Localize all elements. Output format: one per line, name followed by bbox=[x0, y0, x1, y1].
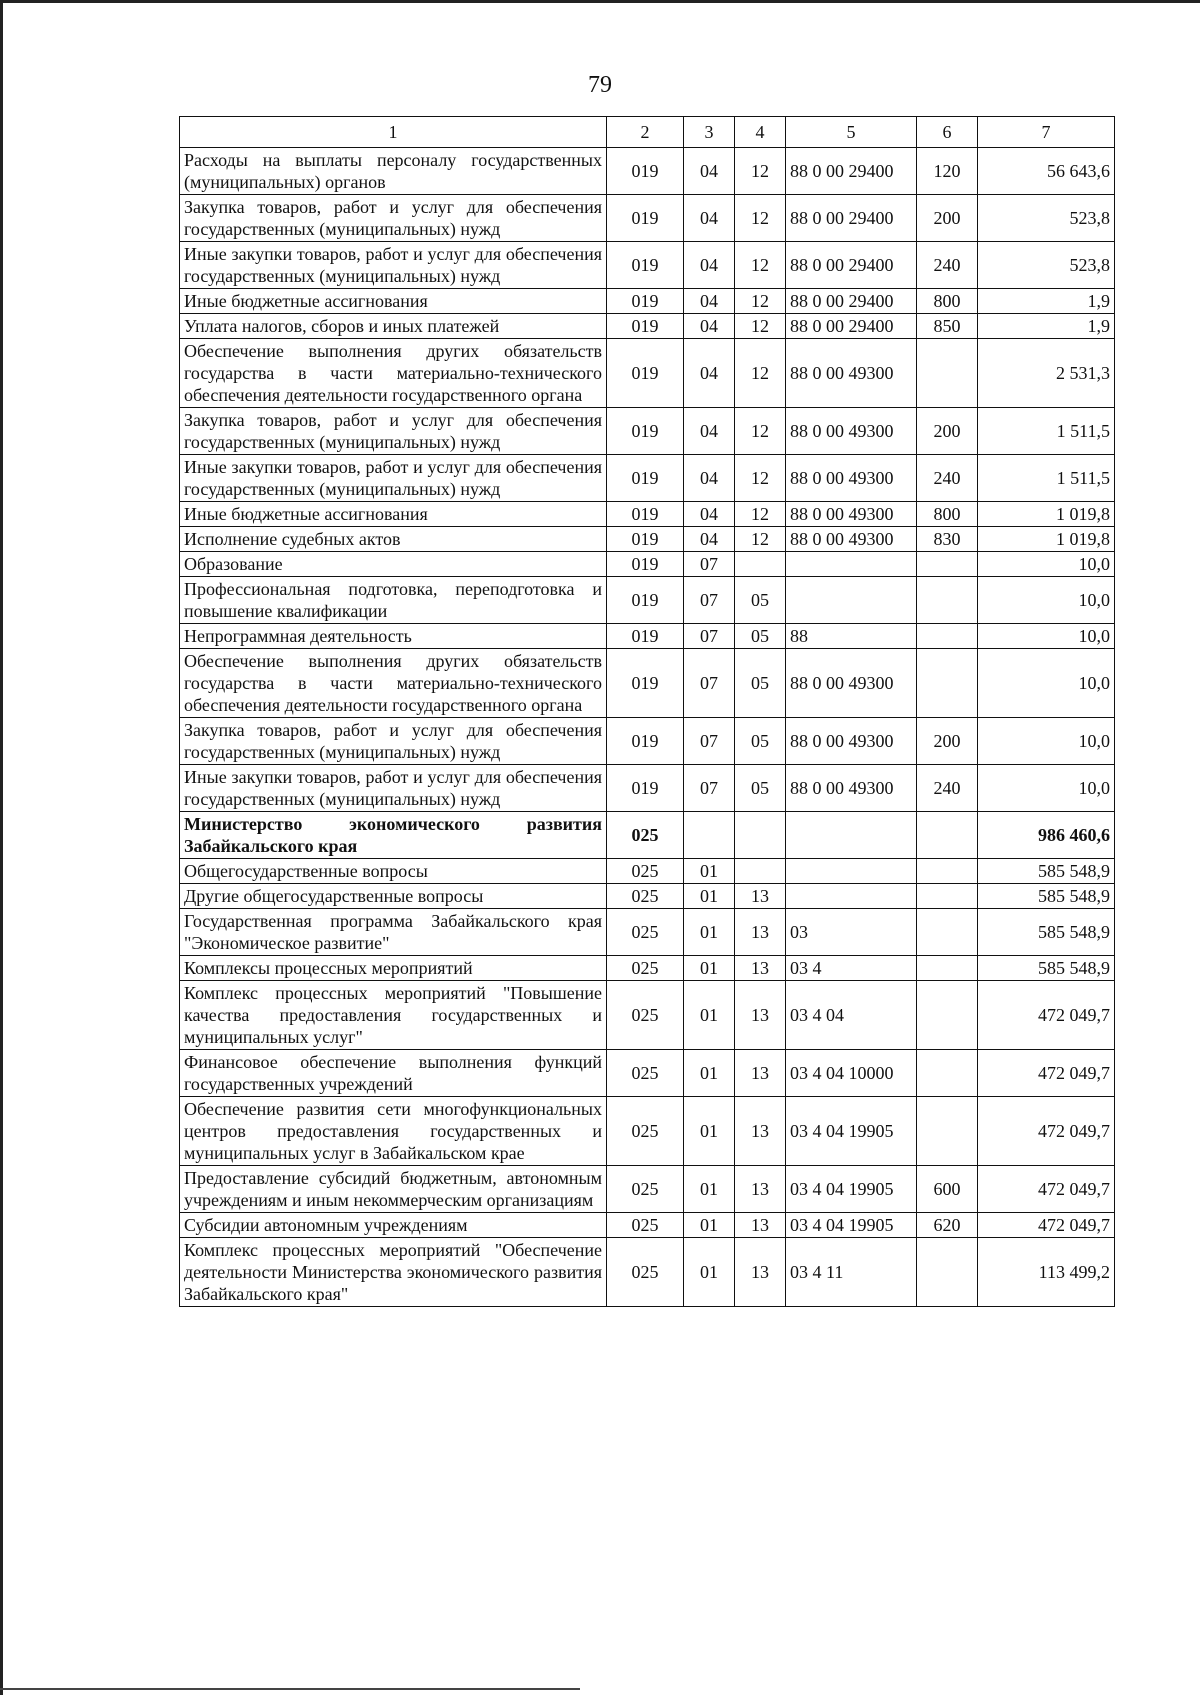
table-row bbox=[180, 1213, 1115, 1238]
row-amount-cell: 585 548,9 bbox=[978, 956, 1115, 981]
row-grbs-cell: 019 bbox=[607, 552, 684, 577]
row-target-article-cell bbox=[786, 859, 917, 884]
row-target-article-cell: 03 4 04 19905 bbox=[786, 1097, 917, 1166]
row-target-article-cell bbox=[786, 884, 917, 909]
table-row bbox=[180, 718, 1115, 765]
row-subsection-cell: 13 bbox=[735, 956, 786, 981]
row-expense-type-cell bbox=[917, 981, 978, 1050]
row-expense-type-cell: 240 bbox=[917, 765, 978, 812]
row-grbs-cell: 019 bbox=[607, 314, 684, 339]
column-header: 5 bbox=[786, 117, 917, 148]
row-name-cell: Закупка товаров, работ и услуг для обеспечения государственных (муниципальных) нужд bbox=[180, 195, 607, 242]
row-section-cell: 04 bbox=[684, 408, 735, 455]
table-row bbox=[180, 1166, 1115, 1213]
scan-edge-top bbox=[0, 0, 1200, 3]
row-subsection-cell: 13 bbox=[735, 1166, 786, 1213]
row-expense-type-cell bbox=[917, 909, 978, 956]
row-subsection-cell bbox=[735, 552, 786, 577]
row-subsection-cell: 05 bbox=[735, 765, 786, 812]
scan-edge-left bbox=[0, 0, 3, 1695]
row-subsection-cell: 12 bbox=[735, 314, 786, 339]
header-row bbox=[180, 117, 1115, 148]
row-name-cell: Уплата налогов, сборов и иных платежей bbox=[180, 314, 607, 339]
row-name-cell: Предоставление субсидий бюджетным, автономным учреждениям и иным некоммерческим организациям bbox=[180, 1166, 607, 1213]
row-amount-cell: 472 049,7 bbox=[978, 981, 1115, 1050]
row-name-cell: Общегосударственные вопросы bbox=[180, 859, 607, 884]
column-header: 3 bbox=[684, 117, 735, 148]
row-expense-type-cell: 240 bbox=[917, 455, 978, 502]
row-name-cell: Государственная программа Забайкальского края "Экономическое развитие" bbox=[180, 909, 607, 956]
row-grbs-cell: 025 bbox=[607, 1238, 684, 1307]
row-amount-cell: 56 643,6 bbox=[978, 148, 1115, 195]
row-grbs-cell: 019 bbox=[607, 649, 684, 718]
row-grbs-cell: 019 bbox=[607, 577, 684, 624]
column-header: 7 bbox=[978, 117, 1115, 148]
row-grbs-cell: 025 bbox=[607, 859, 684, 884]
row-name-cell: Комплекс процессных мероприятий "Обеспечение деятельности Министерства экономического развития Забайкальского края" bbox=[180, 1238, 607, 1307]
row-expense-type-cell bbox=[917, 812, 978, 859]
row-section-cell: 01 bbox=[684, 1050, 735, 1097]
page-number: 79 bbox=[588, 72, 612, 98]
row-amount-cell: 1,9 bbox=[978, 289, 1115, 314]
row-grbs-cell: 025 bbox=[607, 1097, 684, 1166]
table-row bbox=[180, 527, 1115, 552]
row-expense-type-cell bbox=[917, 649, 978, 718]
row-target-article-cell: 03 4 04 19905 bbox=[786, 1166, 917, 1213]
row-grbs-cell: 019 bbox=[607, 148, 684, 195]
row-name-cell: Другие общегосударственные вопросы bbox=[180, 884, 607, 909]
row-target-article-cell: 88 0 00 29400 bbox=[786, 289, 917, 314]
row-subsection-cell bbox=[735, 859, 786, 884]
row-grbs-cell: 019 bbox=[607, 195, 684, 242]
row-subsection-cell: 13 bbox=[735, 909, 786, 956]
row-section-cell: 04 bbox=[684, 314, 735, 339]
table-row bbox=[180, 956, 1115, 981]
row-name-cell: Министерство экономического развития Забайкальского края bbox=[180, 812, 607, 859]
row-amount-cell: 523,8 bbox=[978, 242, 1115, 289]
row-name-cell: Финансовое обеспечение выполнения функций государственных учреждений bbox=[180, 1050, 607, 1097]
row-name-cell: Обеспечение выполнения других обязательств государства в части материально-технического обеспечения деятельности государственного органа bbox=[180, 339, 607, 408]
row-grbs-cell: 019 bbox=[607, 765, 684, 812]
row-subsection-cell: 13 bbox=[735, 981, 786, 1050]
row-grbs-cell: 025 bbox=[607, 1050, 684, 1097]
row-section-cell bbox=[684, 812, 735, 859]
row-subsection-cell: 12 bbox=[735, 195, 786, 242]
row-expense-type-cell bbox=[917, 339, 978, 408]
row-subsection-cell: 13 bbox=[735, 884, 786, 909]
row-subsection-cell: 12 bbox=[735, 242, 786, 289]
row-subsection-cell: 05 bbox=[735, 624, 786, 649]
row-target-article-cell: 03 4 11 bbox=[786, 1238, 917, 1307]
table-row bbox=[180, 981, 1115, 1050]
row-subsection-cell: 12 bbox=[735, 148, 786, 195]
row-name-cell: Иные закупки товаров, работ и услуг для обеспечения государственных (муниципальных) нужд bbox=[180, 455, 607, 502]
table-row bbox=[180, 649, 1115, 718]
row-subsection-cell: 13 bbox=[735, 1050, 786, 1097]
row-target-article-cell: 88 0 00 49300 bbox=[786, 649, 917, 718]
row-section-cell: 01 bbox=[684, 909, 735, 956]
table-row bbox=[180, 1050, 1115, 1097]
row-target-article-cell: 88 0 00 49300 bbox=[786, 527, 917, 552]
row-section-cell: 07 bbox=[684, 552, 735, 577]
row-section-cell: 01 bbox=[684, 1238, 735, 1307]
row-section-cell: 01 bbox=[684, 956, 735, 981]
row-amount-cell: 10,0 bbox=[978, 577, 1115, 624]
row-target-article-cell: 03 4 04 19905 bbox=[786, 1213, 917, 1238]
row-section-cell: 01 bbox=[684, 884, 735, 909]
row-amount-cell: 10,0 bbox=[978, 624, 1115, 649]
row-section-cell: 07 bbox=[684, 624, 735, 649]
row-amount-cell: 585 548,9 bbox=[978, 909, 1115, 956]
row-section-cell: 04 bbox=[684, 242, 735, 289]
table-row bbox=[180, 859, 1115, 884]
row-section-cell: 01 bbox=[684, 1166, 735, 1213]
row-grbs-cell: 025 bbox=[607, 1166, 684, 1213]
row-target-article-cell bbox=[786, 552, 917, 577]
row-amount-cell: 585 548,9 bbox=[978, 884, 1115, 909]
row-subsection-cell: 13 bbox=[735, 1213, 786, 1238]
row-grbs-cell: 025 bbox=[607, 909, 684, 956]
row-grbs-cell: 019 bbox=[607, 455, 684, 502]
row-subsection-cell: 12 bbox=[735, 502, 786, 527]
row-expense-type-cell bbox=[917, 1238, 978, 1307]
row-section-cell: 04 bbox=[684, 455, 735, 502]
row-amount-cell: 986 460,6 bbox=[978, 812, 1115, 859]
row-name-cell: Обеспечение выполнения других обязательств государства в части материально-технического обеспечения деятельности государственного органа bbox=[180, 649, 607, 718]
budget-table bbox=[179, 116, 1115, 1307]
row-name-cell: Закупка товаров, работ и услуг для обеспечения государственных (муниципальных) нужд bbox=[180, 408, 607, 455]
table-row bbox=[180, 408, 1115, 455]
row-subsection-cell: 12 bbox=[735, 455, 786, 502]
row-name-cell: Субсидии автономным учреждениям bbox=[180, 1213, 607, 1238]
row-subsection-cell: 05 bbox=[735, 577, 786, 624]
row-target-article-cell: 88 0 00 49300 bbox=[786, 718, 917, 765]
table-row bbox=[180, 242, 1115, 289]
row-subsection-cell: 13 bbox=[735, 1097, 786, 1166]
row-target-article-cell: 88 0 00 49300 bbox=[786, 765, 917, 812]
row-grbs-cell: 019 bbox=[607, 502, 684, 527]
row-grbs-cell: 019 bbox=[607, 718, 684, 765]
row-expense-type-cell bbox=[917, 1050, 978, 1097]
table-row bbox=[180, 455, 1115, 502]
row-grbs-cell: 025 bbox=[607, 884, 684, 909]
row-section-cell: 07 bbox=[684, 765, 735, 812]
row-expense-type-cell bbox=[917, 624, 978, 649]
row-target-article-cell: 88 0 00 49300 bbox=[786, 455, 917, 502]
row-section-cell: 01 bbox=[684, 1097, 735, 1166]
row-section-cell: 04 bbox=[684, 195, 735, 242]
row-grbs-cell: 019 bbox=[607, 408, 684, 455]
row-amount-cell: 1 019,8 bbox=[978, 502, 1115, 527]
row-section-cell: 01 bbox=[684, 1213, 735, 1238]
table-row bbox=[180, 148, 1115, 195]
row-section-cell: 04 bbox=[684, 502, 735, 527]
row-name-cell: Иные закупки товаров, работ и услуг для обеспечения государственных (муниципальных) нужд bbox=[180, 765, 607, 812]
row-amount-cell: 1 511,5 bbox=[978, 455, 1115, 502]
row-target-article-cell: 88 0 00 49300 bbox=[786, 339, 917, 408]
row-amount-cell: 1 511,5 bbox=[978, 408, 1115, 455]
row-subsection-cell: 12 bbox=[735, 527, 786, 552]
row-expense-type-cell bbox=[917, 859, 978, 884]
column-header: 2 bbox=[607, 117, 684, 148]
table-row bbox=[180, 339, 1115, 408]
column-header: 1 bbox=[180, 117, 607, 148]
row-section-cell: 07 bbox=[684, 649, 735, 718]
row-expense-type-cell bbox=[917, 577, 978, 624]
row-subsection-cell: 12 bbox=[735, 339, 786, 408]
row-target-article-cell: 88 0 00 29400 bbox=[786, 148, 917, 195]
row-amount-cell: 10,0 bbox=[978, 649, 1115, 718]
row-grbs-cell: 019 bbox=[607, 289, 684, 314]
table-row bbox=[180, 195, 1115, 242]
row-section-cell: 07 bbox=[684, 718, 735, 765]
table-row bbox=[180, 314, 1115, 339]
table-body bbox=[180, 148, 1115, 1307]
row-amount-cell: 585 548,9 bbox=[978, 859, 1115, 884]
row-amount-cell: 10,0 bbox=[978, 718, 1115, 765]
row-amount-cell: 2 531,3 bbox=[978, 339, 1115, 408]
row-section-cell: 04 bbox=[684, 339, 735, 408]
row-expense-type-cell: 620 bbox=[917, 1213, 978, 1238]
row-grbs-cell: 019 bbox=[607, 624, 684, 649]
row-subsection-cell: 13 bbox=[735, 1238, 786, 1307]
row-subsection-cell: 12 bbox=[735, 289, 786, 314]
row-expense-type-cell: 240 bbox=[917, 242, 978, 289]
row-target-article-cell: 88 0 00 29400 bbox=[786, 195, 917, 242]
row-expense-type-cell: 200 bbox=[917, 718, 978, 765]
row-name-cell: Профессиональная подготовка, переподготовка и повышение квалификации bbox=[180, 577, 607, 624]
scan-edge-bottom bbox=[0, 1688, 580, 1690]
row-target-article-cell: 88 0 00 29400 bbox=[786, 242, 917, 289]
row-section-cell: 04 bbox=[684, 289, 735, 314]
row-grbs-cell: 025 bbox=[607, 956, 684, 981]
row-name-cell: Иные бюджетные ассигнования bbox=[180, 289, 607, 314]
row-subsection-cell: 05 bbox=[735, 718, 786, 765]
table-row bbox=[180, 884, 1115, 909]
row-target-article-cell: 03 4 bbox=[786, 956, 917, 981]
row-amount-cell: 1 019,8 bbox=[978, 527, 1115, 552]
row-target-article-cell: 88 0 00 29400 bbox=[786, 314, 917, 339]
row-section-cell: 04 bbox=[684, 148, 735, 195]
row-amount-cell: 10,0 bbox=[978, 765, 1115, 812]
row-target-article-cell: 03 4 04 bbox=[786, 981, 917, 1050]
row-section-cell: 01 bbox=[684, 859, 735, 884]
row-target-article-cell: 88 0 00 49300 bbox=[786, 408, 917, 455]
row-target-article-cell bbox=[786, 812, 917, 859]
row-subsection-cell bbox=[735, 812, 786, 859]
table-row bbox=[180, 909, 1115, 956]
row-amount-cell: 1,9 bbox=[978, 314, 1115, 339]
row-grbs-cell: 025 bbox=[607, 1213, 684, 1238]
table-row bbox=[180, 624, 1115, 649]
row-target-article-cell: 88 0 00 49300 bbox=[786, 502, 917, 527]
row-expense-type-cell bbox=[917, 956, 978, 981]
row-target-article-cell: 88 bbox=[786, 624, 917, 649]
row-name-cell: Исполнение судебных актов bbox=[180, 527, 607, 552]
row-expense-type-cell: 120 bbox=[917, 148, 978, 195]
row-expense-type-cell: 200 bbox=[917, 195, 978, 242]
row-name-cell: Комплексы процессных мероприятий bbox=[180, 956, 607, 981]
row-subsection-cell: 05 bbox=[735, 649, 786, 718]
row-name-cell: Иные закупки товаров, работ и услуг для обеспечения государственных (муниципальных) нужд bbox=[180, 242, 607, 289]
row-section-cell: 07 bbox=[684, 577, 735, 624]
row-amount-cell: 523,8 bbox=[978, 195, 1115, 242]
table-row bbox=[180, 765, 1115, 812]
row-amount-cell: 472 049,7 bbox=[978, 1050, 1115, 1097]
table-row bbox=[180, 812, 1115, 859]
row-name-cell: Образование bbox=[180, 552, 607, 577]
table-row bbox=[180, 1097, 1115, 1166]
table-row bbox=[180, 552, 1115, 577]
row-grbs-cell: 019 bbox=[607, 339, 684, 408]
row-grbs-cell: 025 bbox=[607, 981, 684, 1050]
row-amount-cell: 472 049,7 bbox=[978, 1097, 1115, 1166]
column-header: 4 bbox=[735, 117, 786, 148]
row-amount-cell: 113 499,2 bbox=[978, 1238, 1115, 1307]
row-expense-type-cell: 200 bbox=[917, 408, 978, 455]
row-target-article-cell bbox=[786, 577, 917, 624]
row-grbs-cell: 019 bbox=[607, 242, 684, 289]
row-expense-type-cell: 600 bbox=[917, 1166, 978, 1213]
row-section-cell: 04 bbox=[684, 527, 735, 552]
row-target-article-cell: 03 4 04 10000 bbox=[786, 1050, 917, 1097]
row-expense-type-cell: 800 bbox=[917, 502, 978, 527]
row-expense-type-cell bbox=[917, 1097, 978, 1166]
table-row bbox=[180, 577, 1115, 624]
row-expense-type-cell: 850 bbox=[917, 314, 978, 339]
row-name-cell: Обеспечение развития сети многофункциональных центров предоставления государственных и муниципальных услуг в Забайкальском крае bbox=[180, 1097, 607, 1166]
row-target-article-cell: 03 bbox=[786, 909, 917, 956]
row-expense-type-cell bbox=[917, 552, 978, 577]
table-row bbox=[180, 502, 1115, 527]
row-expense-type-cell: 830 bbox=[917, 527, 978, 552]
row-grbs-cell: 019 bbox=[607, 527, 684, 552]
row-amount-cell: 472 049,7 bbox=[978, 1166, 1115, 1213]
table-row bbox=[180, 289, 1115, 314]
row-amount-cell: 472 049,7 bbox=[978, 1213, 1115, 1238]
row-subsection-cell: 12 bbox=[735, 408, 786, 455]
column-header: 6 bbox=[917, 117, 978, 148]
row-name-cell: Расходы на выплаты персоналу государственных (муниципальных) органов bbox=[180, 148, 607, 195]
row-grbs-cell: 025 bbox=[607, 812, 684, 859]
row-amount-cell: 10,0 bbox=[978, 552, 1115, 577]
row-expense-type-cell bbox=[917, 884, 978, 909]
row-name-cell: Закупка товаров, работ и услуг для обеспечения государственных (муниципальных) нужд bbox=[180, 718, 607, 765]
row-name-cell: Непрограммная деятельность bbox=[180, 624, 607, 649]
row-name-cell: Иные бюджетные ассигнования bbox=[180, 502, 607, 527]
row-name-cell: Комплекс процессных мероприятий "Повышение качества предоставления государственных и муниципальных услуг" bbox=[180, 981, 607, 1050]
table-row bbox=[180, 1238, 1115, 1307]
row-expense-type-cell: 800 bbox=[917, 289, 978, 314]
row-section-cell: 01 bbox=[684, 981, 735, 1050]
